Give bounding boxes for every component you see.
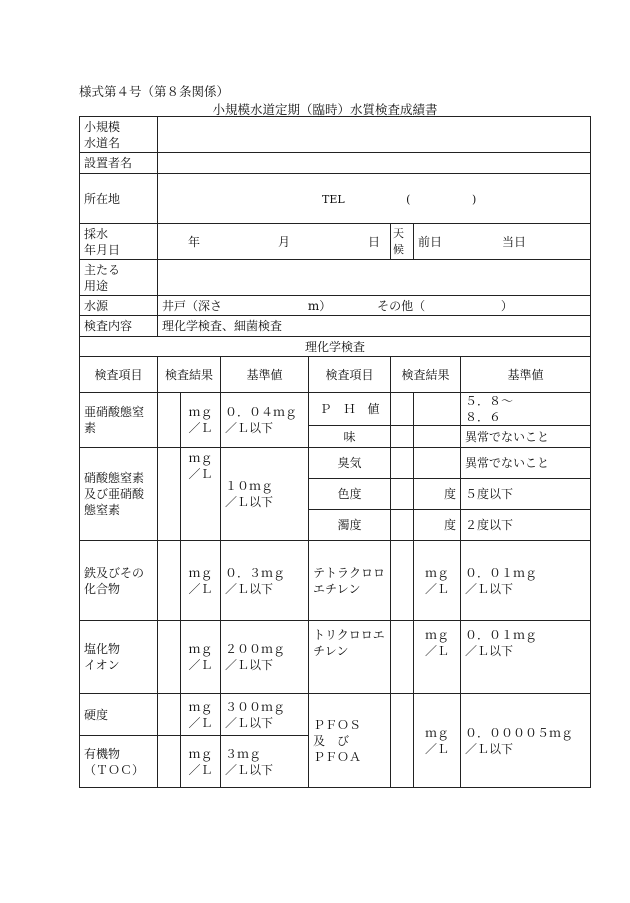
hardness-value[interactable] (158, 694, 181, 736)
trichloroethylene-value[interactable] (391, 621, 414, 694)
taste-unit (414, 426, 461, 448)
color-value[interactable] (391, 479, 414, 510)
inspection-content-value: 理化学検査、細菌検査 (158, 316, 591, 337)
owner-name-label: 設置者名 (80, 153, 158, 174)
tetrachloroethylene-name: テトラクロロエチレン (309, 541, 391, 621)
inspection-form (79, 116, 591, 788)
hardness-standard: ３００ｍｇ ／Ｌ以下 (221, 694, 309, 736)
sampling-date-field[interactable]: 年 月 日 (158, 224, 391, 260)
chloride-unit: ｍｇ ／Ｌ (181, 621, 221, 694)
toc-name: 有機物 （ＴＯＣ） (80, 736, 158, 788)
inspection-content-label: 検査内容 (80, 316, 158, 337)
pfos-pfoa-name: ＰＦＯＳ 及 び ＰＦＯＡ (309, 694, 391, 788)
col-result: 検査結果 (158, 357, 221, 393)
section-heading: 理化学検査 (80, 337, 591, 357)
turbidity-standard: ２度以下 (461, 510, 591, 541)
ph-name: Ｐ Ｈ 値 (309, 393, 391, 426)
document-title: 小規模水道定期（臨時）水質検査成績書 (212, 102, 438, 117)
turbidity-unit: 度 (414, 510, 461, 541)
pfos-pfoa-unit: ｍｇ ／Ｌ (414, 694, 461, 788)
toc-unit: ｍｇ ／Ｌ (181, 736, 221, 788)
tetrachloroethylene-standard: ０．０１ｍｇ ／Ｌ以下 (461, 541, 591, 621)
water-source-label: 水源 (80, 296, 158, 316)
pfos-pfoa-value[interactable] (391, 694, 414, 788)
main-use-label: 主たる 用途 (80, 260, 158, 296)
iron-value[interactable] (158, 541, 181, 621)
iron-name: 鉄及びその化合物 (80, 541, 158, 621)
turbidity-name: 濁度 (309, 510, 391, 541)
address-field[interactable]: TEL ( ) (158, 174, 591, 224)
nitrate-standard: １０ｍｇ ／Ｌ以下 (221, 448, 309, 541)
trichloroethylene-standard: ０．０１ｍｇ ／Ｌ以下 (461, 621, 591, 694)
turbidity-value[interactable] (391, 510, 414, 541)
chloride-name: 塩化物 イオン (80, 621, 158, 694)
col-item-2: 検査項目 (309, 357, 391, 393)
color-standard: ５度以下 (461, 479, 591, 510)
trichloroethylene-name: トリクロロエチレン (309, 621, 391, 694)
form-number: 様式第４号（第８条関係） (79, 84, 230, 99)
tetrachloroethylene-unit: ｍｇ ／Ｌ (414, 541, 461, 621)
iron-unit: ｍｇ ／Ｌ (181, 541, 221, 621)
tetrachloroethylene-value[interactable] (391, 541, 414, 621)
color-name: 色度 (309, 479, 391, 510)
col-result-2: 検査結果 (391, 357, 461, 393)
water-source-field[interactable]: 井戸（深さ m） その他（ ） (158, 296, 591, 316)
tel-label: TEL (322, 193, 345, 206)
hardness-name: 硬度 (80, 694, 158, 736)
ph-value[interactable] (391, 393, 414, 426)
weather-label: 天候 (391, 224, 414, 260)
nitrite-standard: ０．０４ｍｇ ／Ｌ以下 (221, 393, 309, 448)
taste-name: 味 (309, 426, 391, 448)
nitrite-unit: ｍｇ ／Ｌ (181, 393, 221, 448)
odor-standard: 異常でないこと (461, 448, 591, 479)
main-use-field[interactable] (158, 260, 591, 296)
address-label: 所在地 (80, 174, 158, 224)
ph-unit (414, 393, 461, 426)
nitrate-name: 硝酸態窒素及び亜硝酸態窒素 (80, 448, 158, 541)
col-item: 検査項目 (80, 357, 158, 393)
weather-field[interactable]: 前日 当日 (414, 224, 591, 260)
nitrite-name: 亜硝酸態窒素 (80, 393, 158, 448)
odor-value[interactable] (391, 448, 414, 479)
iron-standard: ０．３ｍｇ ／Ｌ以下 (221, 541, 309, 621)
color-unit: 度 (414, 479, 461, 510)
hardness-unit: ｍｇ ／Ｌ (181, 694, 221, 736)
taste-standard: 異常でないこと (461, 426, 591, 448)
chloride-standard: ２００ｍｇ ／Ｌ以下 (221, 621, 309, 694)
trichloroethylene-unit: ｍｇ ／Ｌ (414, 621, 461, 694)
owner-name-field[interactable] (158, 153, 591, 174)
ph-standard: ５．８～ ８．６ (461, 393, 591, 426)
odor-name: 臭気 (309, 448, 391, 479)
toc-standard: ３ｍｇ ／Ｌ以下 (221, 736, 309, 788)
col-standard-2: 基準値 (461, 357, 591, 393)
col-standard: 基準値 (221, 357, 309, 393)
taste-value[interactable] (391, 426, 414, 448)
nitrate-unit: ｍｇ ／Ｌ (181, 448, 221, 541)
water-supply-name-field[interactable] (158, 117, 591, 153)
nitrite-value[interactable] (158, 393, 181, 448)
water-supply-name-label: 小規模 水道名 (80, 117, 158, 153)
nitrate-value[interactable] (158, 448, 181, 541)
pfos-pfoa-standard: ０．００００５ｍｇ ／Ｌ以下 (461, 694, 591, 788)
toc-value[interactable] (158, 736, 181, 788)
chloride-value[interactable] (158, 621, 181, 694)
odor-unit (414, 448, 461, 479)
sampling-date-label: 採水 年月日 (80, 224, 158, 260)
